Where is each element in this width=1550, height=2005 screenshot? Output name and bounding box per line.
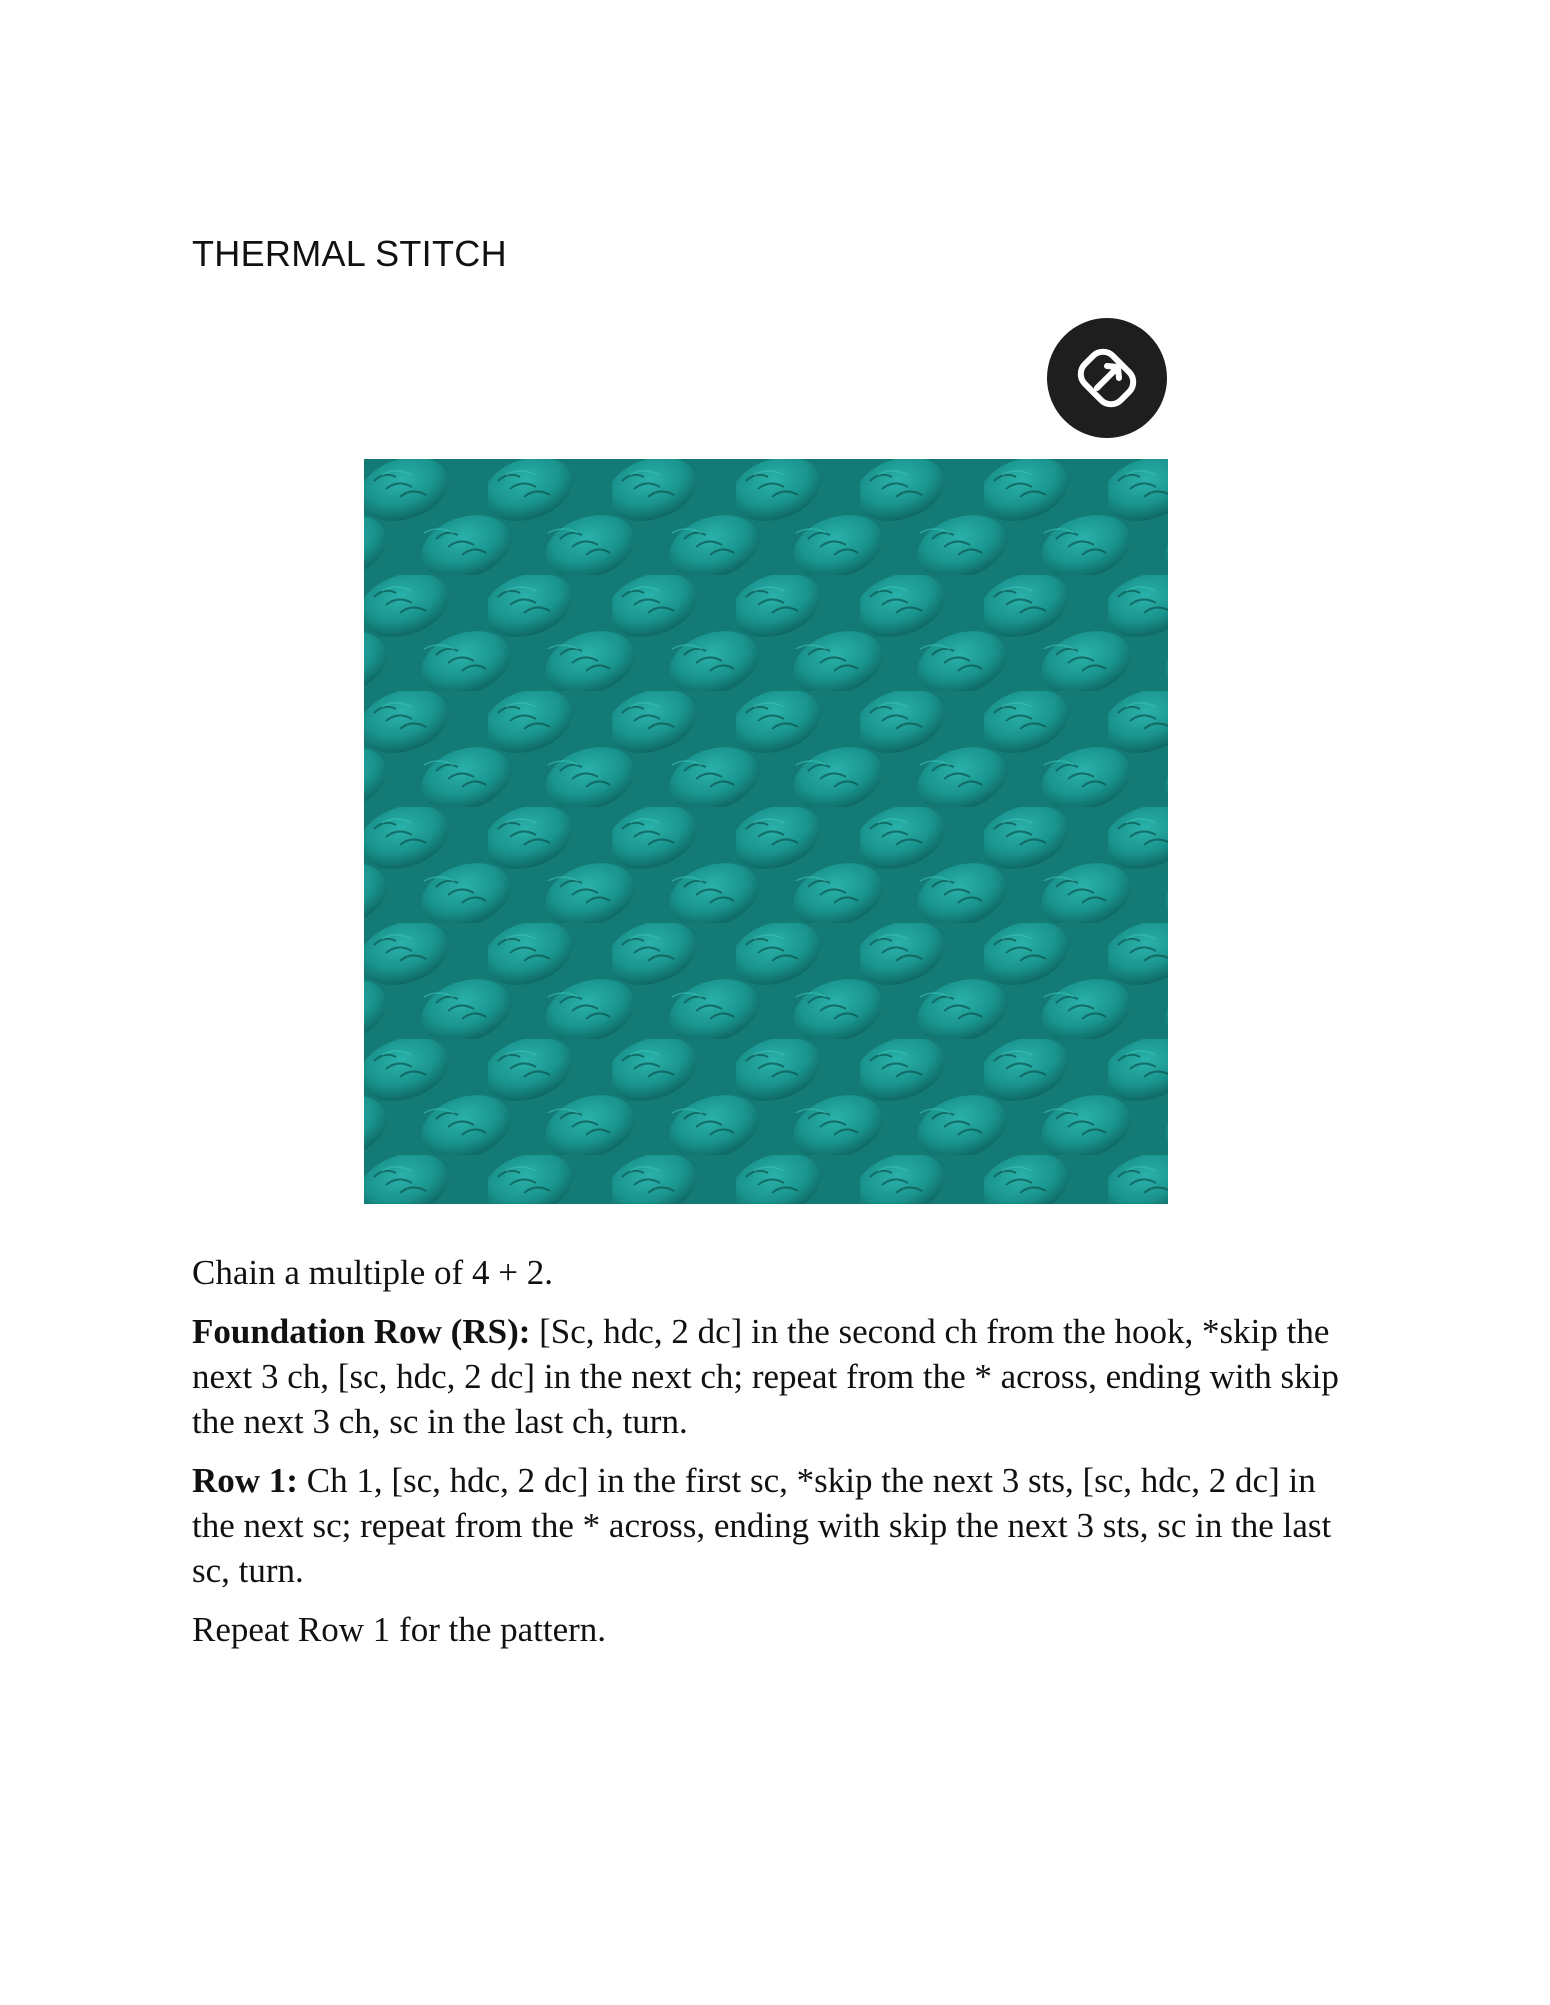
foundation-row-label: Foundation Row (RS):: [192, 1312, 531, 1351]
intro-text: Chain a multiple of 4 + 2.: [192, 1253, 553, 1292]
row-1-text: Ch 1, [sc, hdc, 2 dc] in the first sc, *skip the next 3 sts, [sc, hdc, 2 dc] in the next sc; repeat from the * across, ending with skip the next 3 sts, sc in the last sc, turn.: [192, 1461, 1332, 1590]
foundation-row: [192, 1309, 1342, 1444]
foundation-row-text: [Sc, hdc, 2 dc] in the second ch from the hook, *skip the next 3 ch, [sc, hdc, 2 dc] in the next ch; repeat from the * across, ending with skip the next 3 ch, sc in the last ch, turn.: [192, 1312, 1339, 1441]
pattern-instructions: [192, 1250, 1342, 1666]
row-1-label: Row 1:: [192, 1461, 298, 1500]
crochet-hook-loop-icon: [1047, 318, 1167, 438]
page-title: THERMAL STITCH: [192, 233, 507, 274]
crochet-swatch-photo: [364, 459, 1168, 1204]
repeat-text: Repeat Row 1 for the pattern.: [192, 1610, 607, 1649]
row-1: [192, 1458, 1342, 1593]
